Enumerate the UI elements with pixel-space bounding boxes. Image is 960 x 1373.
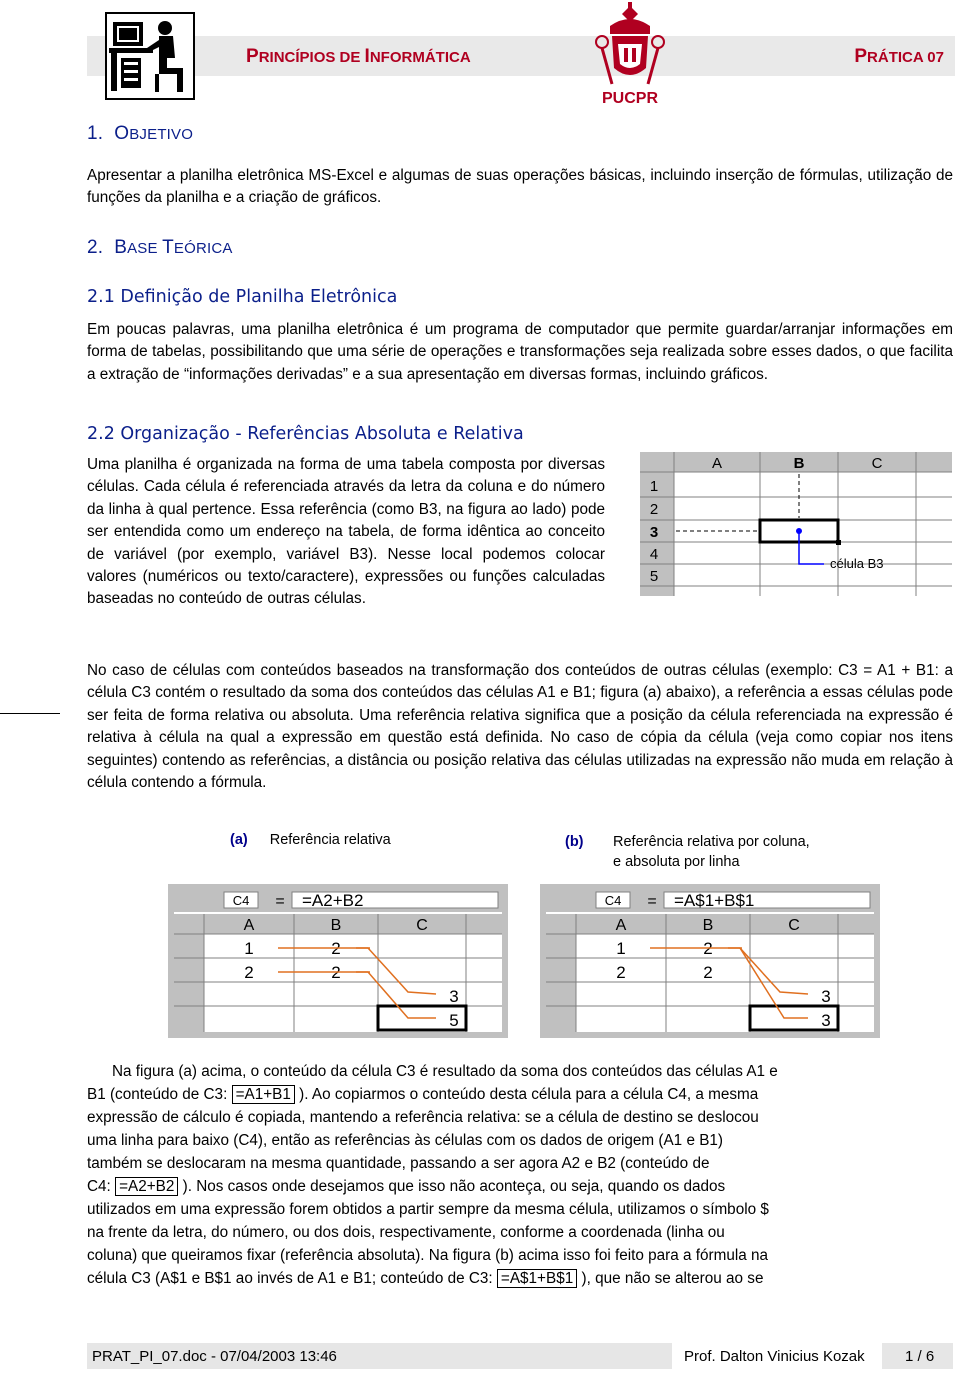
objective-paragraph: Apresentar a planilha eletrônica MS-Excel e algumas de suas operações básicas, incluindo inserção de fórmulas, utilização de funções da planilha e a criação de gráficos. bbox=[87, 167, 953, 207]
figure-a-col-a: A bbox=[243, 917, 255, 934]
figure-a-formula: =A2+B2 bbox=[302, 891, 364, 910]
relative-absolute-paragraph: No caso de células com conteúdos baseados na transformação dos conteúdos de outras células (exemplo: C3 = A1 + B1: a célula C3 contém o resultado da soma dos conteúdos das células A1 e B1; figura (a) abaixo), a referência a essas células pode ser feita de forma relativa ou absoluta. Uma referência relativa significa que a posição da célula referenciada na expressão é relativa à célula na qual a expressão em questão está definida. No caso de cópia da célula (veja como copiar nos itens seguintes) contendo as referências, a distância ou posição relativa das células utilizadas na expressão não muda em relação à célula contendo a fórmula. bbox=[87, 662, 953, 792]
grid-row-1: 1 bbox=[649, 478, 659, 495]
explanation-line-1: Na figura (a) acima, o conteúdo da célula C3 é resultado da soma dos conteúdos das células A1 e bbox=[112, 1063, 778, 1080]
figure-b-formula: =A$1+B$1 bbox=[674, 891, 755, 910]
formula-box-a1-b1: =A1+B1 bbox=[232, 1085, 295, 1104]
figure-a-c4: 5 bbox=[449, 1011, 459, 1030]
formula-box-a2-b2: =A2+B2 bbox=[115, 1177, 178, 1196]
practice-number: PRÁTICA 07 bbox=[854, 46, 944, 67]
figure-b-a2: 2 bbox=[616, 963, 626, 982]
explanation-line-7: utilizados em uma expressão forem obtidos a partir sempre da mesma célula, utilizamos o símbolo $ bbox=[87, 1201, 769, 1218]
figure-b-col-a: A bbox=[615, 917, 627, 934]
formula-explanation-paragraph bbox=[87, 1060, 953, 1290]
explanation-line-2: B1 (conteúdo de C3: =A1+B1 ). Ao copiarmos o conteúdo desta célula para a célula C4, a mesma bbox=[87, 1086, 759, 1103]
figure-a-col-b: B bbox=[330, 917, 342, 934]
figure-a-b1: 2 bbox=[331, 939, 341, 958]
figure-a-namebox: C4 bbox=[232, 893, 250, 908]
pucpr-crest bbox=[588, 2, 672, 108]
formula-box-absolute: =A$1+B$1 bbox=[497, 1269, 577, 1288]
figure-a-tag: (a) bbox=[230, 832, 248, 848]
computer-user-logo bbox=[105, 12, 195, 100]
figure-b-a1: 1 bbox=[616, 939, 626, 958]
grid-col-c: C bbox=[871, 455, 883, 472]
subsection-2-2-heading: 2.2 Organização - Referências Absoluta e Relativa bbox=[87, 424, 524, 444]
figure-b-namebox: C4 bbox=[604, 893, 622, 908]
explanation-line-5: também se deslocaram na mesma quantidade, passando a ser agora A2 e B2 (conteúdo de bbox=[87, 1155, 710, 1172]
footer-author: Prof. Dalton Vinicius Kozak bbox=[684, 1348, 865, 1365]
footer-filename: PRAT_PI_07.doc - 07/04/2003 13:46 bbox=[92, 1348, 337, 1365]
figure-b-c3: 3 bbox=[821, 987, 831, 1006]
explanation-line-6: C4: =A2+B2 ). Nos casos onde desejamos que isso não aconteça, ou seja, quando os dados bbox=[87, 1178, 726, 1195]
grid-row-3: 3 bbox=[649, 524, 659, 541]
figure-b-spreadsheet bbox=[540, 884, 880, 1038]
figure-a-spreadsheet bbox=[168, 884, 508, 1038]
grid-row-2: 2 bbox=[649, 501, 659, 518]
subsection-2-1-heading: 2.1 Definição de Planilha Eletrônica bbox=[87, 287, 398, 307]
spreadsheet-definition-paragraph: Em poucas palavras, uma planilha eletrônica é um programa de computador que permite guardar/arranjar informações em forma de tabelas, possibilitando que uma série de operações e transformações seja realizada sobre esses dados, o que facilita a extração de “informações derivadas” e a sua apresentação em diversas formas, incluindo gráficos. bbox=[87, 321, 953, 383]
figure-a-col-c: C bbox=[416, 917, 428, 934]
explanation-line-4: uma linha para baixo (C4), então as referências às células com os dados de origem (A1 e B1) bbox=[87, 1132, 724, 1149]
figure-b-tag: (b) bbox=[565, 834, 584, 850]
figure-b-col-b: B bbox=[702, 917, 714, 934]
cell-reference-figure bbox=[640, 452, 952, 596]
explanation-line-3: expressão de cálculo é copiada, mantendo a referência relativa: se a célula de destino se deslocou bbox=[87, 1109, 759, 1126]
figure-b-b1: 2 bbox=[703, 939, 713, 958]
figure-b-col-c: C bbox=[788, 917, 800, 934]
header-band bbox=[87, 36, 955, 76]
fill-handle bbox=[836, 540, 841, 545]
header-title: PRINCÍPIOS DE INFORMÁTICA bbox=[246, 46, 471, 67]
cell-label: célula B3 bbox=[830, 556, 884, 571]
figure-b-b2: 2 bbox=[703, 963, 713, 982]
figure-b-caption-line1: Referência relativa por coluna, bbox=[613, 834, 810, 850]
figure-b-caption-line2: e absoluta por linha bbox=[613, 854, 740, 870]
explanation-line-8: na frente da letra, do número, ou dos dois, respectivamente, conforme a coordenada (linha ou bbox=[87, 1224, 725, 1241]
organization-paragraph: Uma planilha é organizada na forma de uma tabela composta por diversas células. Cada célula é referenciada através da letra da coluna e do número da linha à qual pertence. Essa referência (como B3, na figura ao lado) pode ser entendida como um endereço na tabela, de forma idêntica ao conceito de variável (por exemplo, variável B3). Nesse local podemos colocar valores (numéricos ou texto/caractere), expressões ou funções calculadas baseadas no conteúdo de outras células. bbox=[87, 456, 605, 608]
footer-page-number: 1 / 6 bbox=[905, 1348, 935, 1365]
explanation-line-9: coluna) que queiramos fixar (referência absoluta). Na figura (b) acima isso foi feito para a fórmula na bbox=[87, 1247, 769, 1264]
grid-col-b: B bbox=[793, 455, 805, 472]
explanation-line-10: célula C3 (A$1 e B$1 ao invés de A1 e B1; conteúdo de C3: =A$1+B$1 ), que não se alterou ao se bbox=[87, 1270, 764, 1287]
figure-a-equals: = bbox=[275, 893, 285, 910]
figure-a-caption-text: Referência relativa bbox=[269, 832, 391, 848]
figure-a-c3: 3 bbox=[449, 987, 459, 1006]
figure-b-equals: = bbox=[647, 893, 657, 910]
grid-row-5: 5 bbox=[649, 568, 659, 585]
section-2-heading: 2. BASE TEÓRICA bbox=[87, 237, 233, 258]
grid-col-a: A bbox=[711, 455, 723, 472]
figure-a-b2: 2 bbox=[331, 963, 341, 982]
figure-a-a2: 2 bbox=[244, 963, 254, 982]
margin-rule bbox=[0, 713, 60, 714]
pucpr-logo-text: PUCPR bbox=[601, 90, 658, 107]
figure-b-c4: 3 bbox=[821, 1011, 831, 1030]
grid-row-4: 4 bbox=[649, 546, 659, 563]
section-1-heading: 1. OBJETIVO bbox=[87, 123, 194, 144]
figure-a-caption bbox=[230, 832, 391, 848]
figure-a-a1: 1 bbox=[244, 939, 254, 958]
